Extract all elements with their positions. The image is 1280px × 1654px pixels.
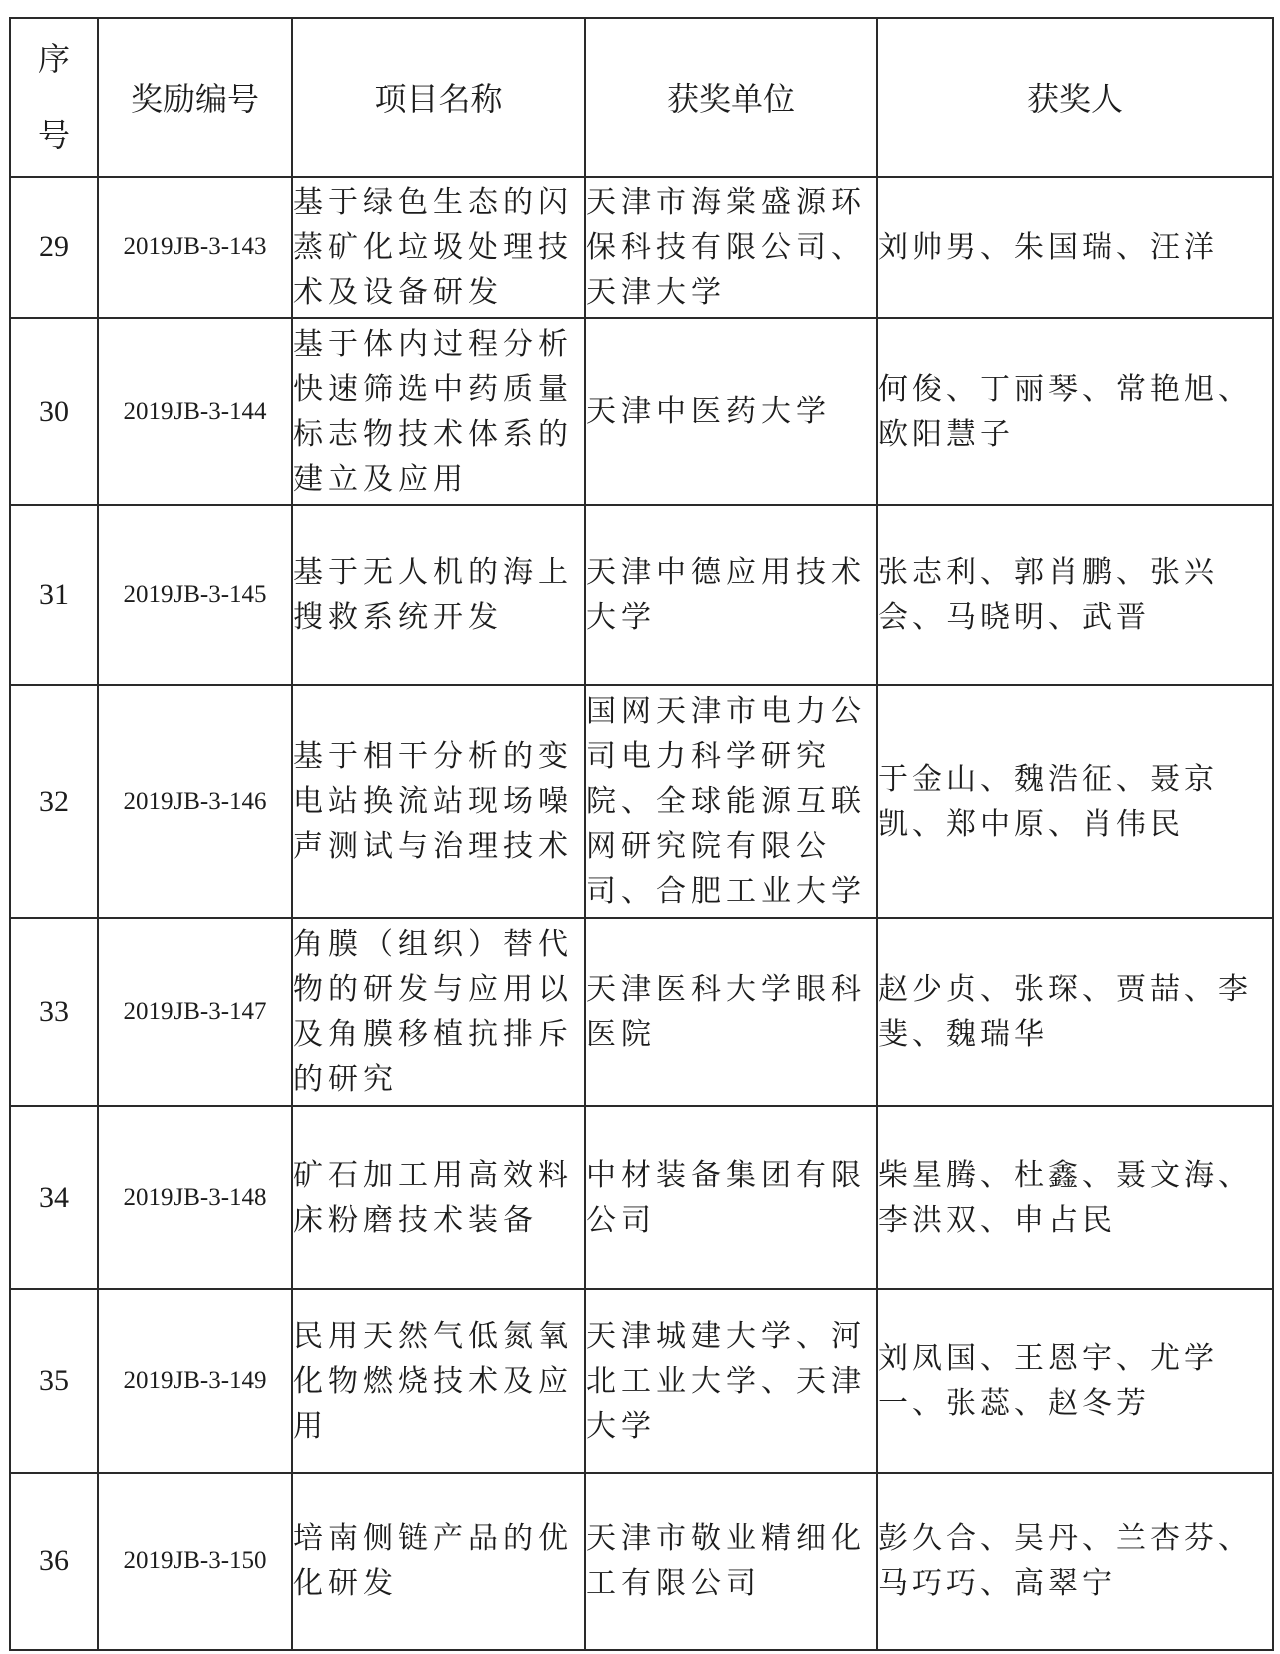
table-row [10, 318, 1273, 506]
cell-people: 柴星腾、杜鑫、聂文海、李洪双、申占民 [877, 1106, 1273, 1289]
cell-code: 2019JB-3-149 [98, 1289, 292, 1472]
cell-unit: 天津医科大学眼科医院 [585, 918, 877, 1106]
cell-people: 刘帅男、朱国瑞、汪洋 [877, 177, 1273, 318]
header-project: 项目名称 [292, 18, 585, 177]
table-row [10, 1289, 1273, 1472]
table-row [10, 177, 1273, 318]
cell-seq: 36 [10, 1473, 98, 1650]
cell-unit: 天津城建大学、河北工业大学、天津大学 [585, 1289, 877, 1472]
table-row [10, 505, 1273, 684]
cell-seq: 32 [10, 685, 98, 919]
header-seq-line2: 号 [37, 116, 70, 155]
cell-people: 赵少贞、张琛、贾喆、李斐、魏瑞华 [877, 918, 1273, 1106]
cell-seq: 33 [10, 918, 98, 1106]
awards-table [9, 17, 1274, 1651]
cell-people: 刘凤国、王恩宇、尤学一、张蕊、赵冬芳 [877, 1289, 1273, 1472]
header-unit: 获奖单位 [585, 18, 877, 177]
cell-project: 基于绿色生态的闪蒸矿化垃圾处理技术及设备研发 [292, 177, 585, 318]
cell-project: 培南侧链产品的优化研发 [292, 1473, 585, 1650]
cell-unit: 国网天津市电力公司电力科学研究院、全球能源互联网研究院有限公司、合肥工业大学 [585, 685, 877, 919]
cell-unit: 天津市海棠盛源环保科技有限公司、天津大学 [585, 177, 877, 318]
cell-unit: 天津市敬业精细化工有限公司 [585, 1473, 877, 1650]
table-row [10, 918, 1273, 1106]
cell-seq: 29 [10, 177, 98, 318]
cell-seq: 31 [10, 505, 98, 684]
cell-project: 基于无人机的海上搜救系统开发 [292, 505, 585, 684]
header-code: 奖励编号 [98, 18, 292, 177]
header-seq [10, 18, 98, 177]
table-row [10, 1473, 1273, 1650]
cell-project: 矿石加工用高效料床粉磨技术装备 [292, 1106, 585, 1289]
cell-unit: 天津中医药大学 [585, 318, 877, 506]
cell-seq: 35 [10, 1289, 98, 1472]
cell-code: 2019JB-3-144 [98, 318, 292, 506]
header-people: 获奖人 [877, 18, 1273, 177]
cell-project: 角膜（组织）替代物的研发与应用以及角膜移植抗排斥的研究 [292, 918, 585, 1106]
header-seq-line1: 序 [37, 40, 70, 79]
cell-seq: 30 [10, 318, 98, 506]
table-row [10, 685, 1273, 919]
cell-project: 民用天然气低氮氧化物燃烧技术及应用 [292, 1289, 585, 1472]
cell-project: 基于体内过程分析快速筛选中药质量标志物技术体系的建立及应用 [292, 318, 585, 506]
cell-code: 2019JB-3-150 [98, 1473, 292, 1650]
cell-people: 彭久合、吴丹、兰杏芬、马巧巧、高翠宁 [877, 1473, 1273, 1650]
cell-code: 2019JB-3-146 [98, 685, 292, 919]
cell-code: 2019JB-3-148 [98, 1106, 292, 1289]
cell-unit: 天津中德应用技术大学 [585, 505, 877, 684]
cell-people: 于金山、魏浩征、聂京凯、郑中原、肖伟民 [877, 685, 1273, 919]
cell-seq: 34 [10, 1106, 98, 1289]
header-row [10, 18, 1273, 177]
cell-unit: 中材装备集团有限公司 [585, 1106, 877, 1289]
cell-people: 何俊、丁丽琴、常艳旭、欧阳慧子 [877, 318, 1273, 506]
table-row [10, 1106, 1273, 1289]
cell-project: 基于相干分析的变电站换流站现场噪声测试与治理技术 [292, 685, 585, 919]
cell-code: 2019JB-3-143 [98, 177, 292, 318]
cell-code: 2019JB-3-147 [98, 918, 292, 1106]
cell-code: 2019JB-3-145 [98, 505, 292, 684]
cell-people: 张志利、郭肖鹏、张兴会、马晓明、武晋 [877, 505, 1273, 684]
